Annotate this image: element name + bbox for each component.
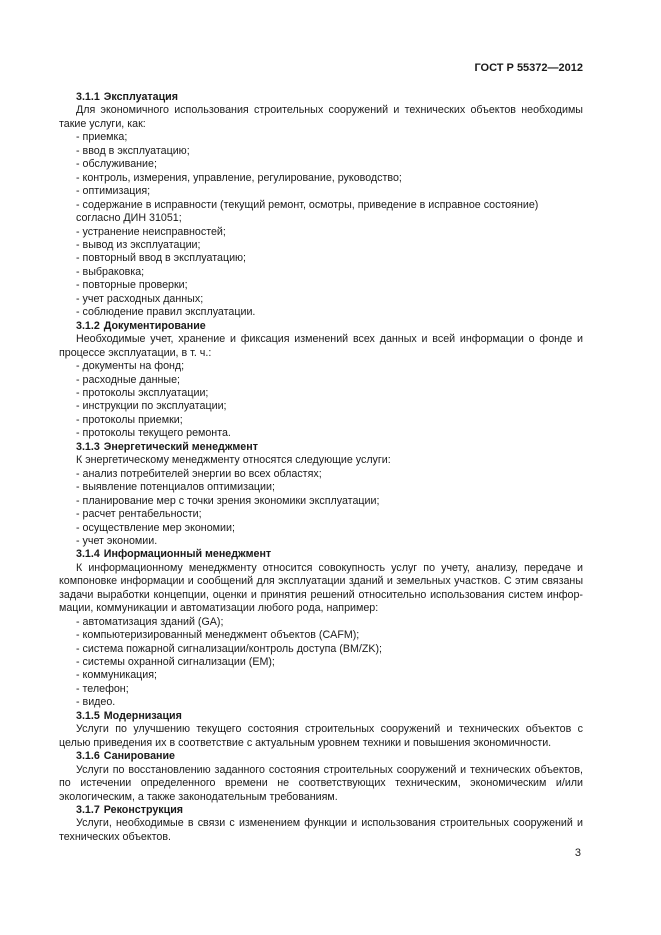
list-item: - автоматизация зданий (GA); [76, 615, 224, 628]
section-paragraph: Услуги по восстановлению заданного состояния строительных сооружений и технических объектов, по истечении определенного времени не соответствующих техническим, экономическим и/или экологическим, а также законодательным требованиям. [59, 763, 583, 803]
section-heading [59, 804, 583, 817]
list-item: - учет экономии. [76, 534, 158, 547]
list-item: - инструкции по эксплуатации; [76, 400, 227, 413]
section-paragraph: К информационному менеджменту относится совокупность услуг по учету, анализу, передаче и компоновке информации и сообщений для эксплуатации зданий и земельных участков. С этим связаны задачи выработки концепции, оценки и принятия решений относительно использования систем инфор-мации, коммуникации и автоматизации любого рода, например: [59, 561, 583, 615]
section-number: 3.1.3 [76, 440, 100, 453]
list-item: - выявление потенциалов оптимизации; [76, 481, 275, 494]
section-number: 3.1.2 [76, 319, 100, 332]
section-paragraph: Услуги, необходимые в связи с изменением функции и использования строительных сооружений и технических объектов. [59, 817, 583, 843]
section-title: Информационный менеджмент [103, 548, 272, 561]
list-item: - системы охранной сигнализации (EM); [76, 656, 275, 669]
section-heading [59, 91, 583, 104]
section-heading [59, 441, 583, 454]
section-heading [59, 710, 583, 723]
list-item: - расчет рентабельности; [76, 508, 202, 521]
list-item: - повторный ввод в эксплуатацию; [76, 252, 247, 265]
list-item: - коммуникация; [76, 669, 158, 682]
section-paragraph: Необходимые учет, хранение и фиксация изменений всех данных и всей информации о фонде и процессе эксплуатации, в т. ч.: [59, 333, 583, 359]
section-paragraph: Услуги по улучшению текущего состояния строительных сооружений и технических объектов с целью приведения их в соответствие с актуальным уровнем техники и повышения экономичности. [59, 723, 583, 749]
section-title: Энергетический менеджмент [103, 440, 258, 453]
section-title: Модернизация [103, 709, 182, 722]
list-item: - анализ потребителей энергии во всех областях; [76, 467, 322, 480]
list-item: - планирование мер с точки зрения экономики эксплуатации; [76, 494, 380, 507]
list-item: - расходные данные; [76, 373, 181, 386]
list-item: - протоколы приемки; [76, 413, 183, 426]
list-item: - учет расходных данных; [76, 292, 204, 305]
list-item: - документы на фонд; [76, 360, 185, 373]
section-title: Санирование [103, 750, 175, 763]
section-heading [59, 320, 583, 333]
section-number: 3.1.5 [76, 709, 100, 722]
section-paragraph: К энергетическому менеджменту относятся следующие услуги: [76, 454, 391, 467]
list-item: - вывод из эксплуатации; [76, 238, 201, 251]
list-item: - система пожарной сигнализации/контроль доступа (BM/ZK); [76, 642, 383, 655]
section-number: 3.1.4 [76, 548, 100, 561]
page-number: 3 [574, 847, 581, 859]
section-number: 3.1.6 [76, 750, 100, 763]
section-number: 3.1.1 [76, 91, 100, 103]
section-title: Эксплуатация [103, 91, 178, 103]
list-item: - контроль, измерения, управление, регулирование, руководство; [76, 171, 402, 184]
document-code: ГОСТ Р 55372—2012 [474, 62, 583, 74]
section-title: Документирование [103, 319, 206, 332]
list-item: - видео. [76, 696, 116, 709]
list-item: - приемка; [76, 131, 128, 144]
list-item: - выбраковка; [76, 265, 145, 278]
list-item: - оптимизация; [76, 185, 151, 198]
list-item: - содержание в исправности (текущий ремонт, осмотры, приведение в исправное состояние) согласно ДИН 31051; [76, 198, 539, 225]
list-item: - протоколы текущего ремонта. [76, 427, 231, 440]
list-item: - соблюдение правил эксплуатации. [76, 306, 256, 319]
section-heading [59, 548, 583, 561]
list-item: - компьютеризированный менеджмент объектов (CAFM); [76, 629, 360, 642]
list-item: - ввод в эксплуатацию; [76, 144, 190, 157]
list-item: - устранение неисправностей; [76, 225, 226, 238]
document-body [59, 91, 583, 844]
list-item: - обслуживание; [76, 158, 157, 171]
section-heading [59, 750, 583, 763]
list-item: - повторные проверки; [76, 279, 188, 292]
list-item: - протоколы эксплуатации; [76, 386, 209, 399]
section-number: 3.1.7 [76, 804, 100, 817]
list-item: - осуществление мер экономии; [76, 521, 235, 534]
section-paragraph: Для экономичного использования строительных сооружений и технических объектов необходимы такие услуги, как: [59, 104, 583, 130]
section-title: Реконструкция [103, 804, 184, 817]
list-item: - телефон; [76, 682, 129, 695]
